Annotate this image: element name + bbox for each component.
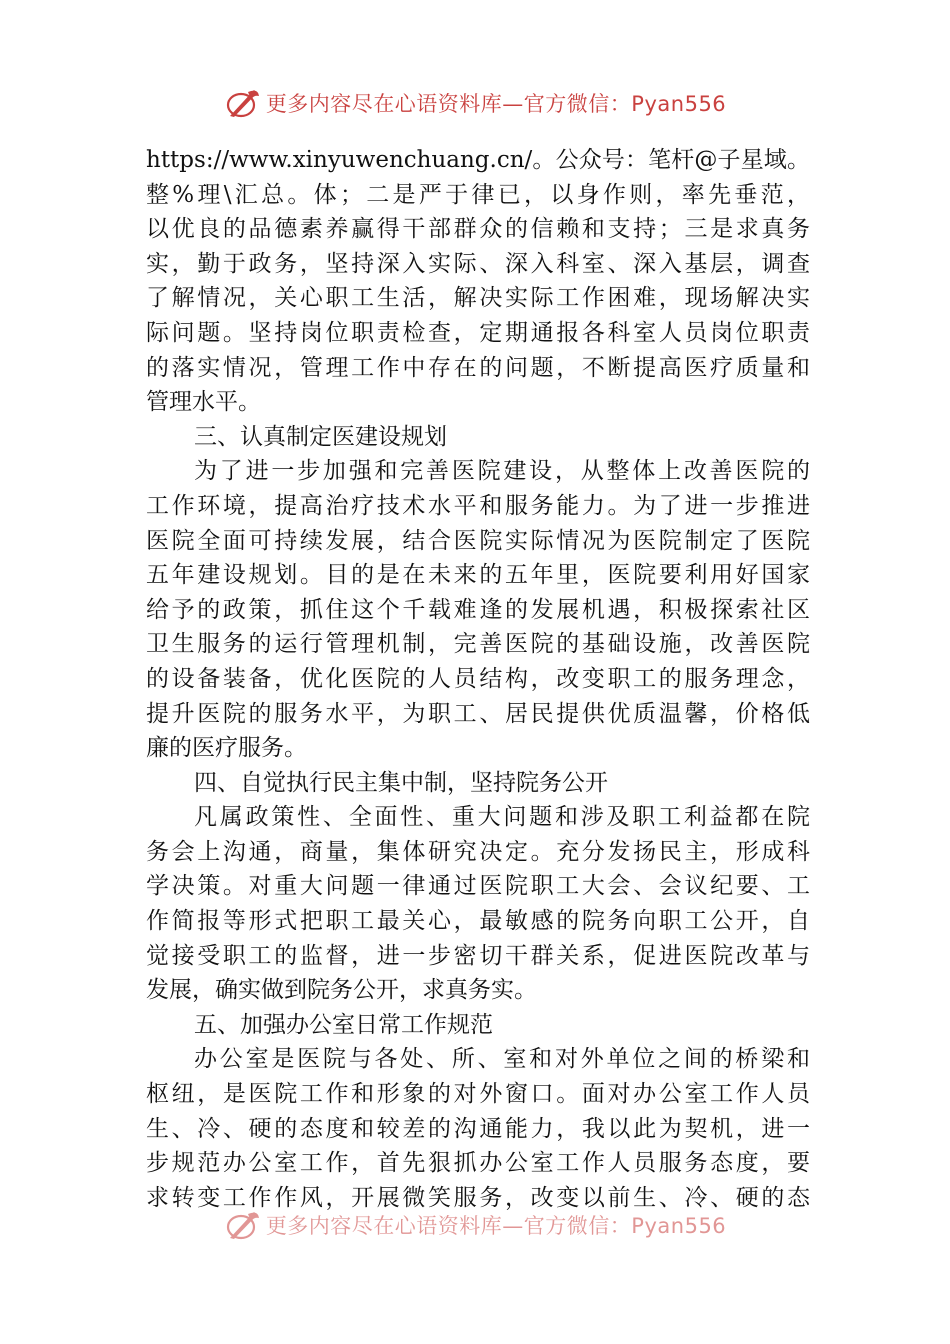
text-line: 求转变工作作风，开展微笑服务，改变以前生、冷、硬的态 bbox=[146, 1184, 810, 1211]
text-line: 觉接受职工的监督，进一步密切干群关系，促进医院改革与 bbox=[146, 942, 810, 969]
text-line: 以优良的品德素养赢得干部群众的信赖和支持；三是求真务 bbox=[146, 216, 810, 243]
text-line: 办公室是医院与各处、所、室和对外单位之间的桥梁和 bbox=[194, 1046, 810, 1073]
section-heading: 四、自觉执行民主集中制，坚持院务公开 bbox=[194, 769, 608, 796]
watermark-header bbox=[0, 86, 950, 120]
text-line: 枢纽，是医院工作和形象的对外窗口。面对办公室工作人员 bbox=[146, 1081, 810, 1108]
text-line: 五年建设规划。目的是在未来的五年里，医院要利用好国家 bbox=[146, 562, 810, 589]
text-line: 提升医院的服务水平，为职工、居民提供优质温馨，价格低 bbox=[146, 700, 810, 727]
text-line: 卫生服务的运行管理机制，完善医院的基础设施，改善医院 bbox=[146, 631, 810, 658]
text-line: 生、冷、硬的态度和较差的沟通能力，我以此为契机，进一 bbox=[146, 1115, 810, 1142]
section-heading: 三、认真制定医建设规划 bbox=[194, 423, 447, 450]
text-line: 工作环境，提高治疗技术水平和服务能力。为了进一步推进 bbox=[146, 492, 810, 519]
text-line: 凡属政策性、全面性、重大问题和涉及职工利益都在院 bbox=[194, 804, 810, 831]
text-line: 的落实情况，管理工作中存在的问题，不断提高医疗质量和 bbox=[146, 354, 810, 381]
text-line: 的设备装备，优化医院的人员结构，改变职工的服务理念， bbox=[146, 665, 810, 692]
section-heading: 五、加强办公室日常工作规范 bbox=[194, 1011, 493, 1038]
text-line: 管理水平。 bbox=[146, 389, 261, 416]
watermark-footer bbox=[0, 1208, 950, 1242]
text-line: https://www.xinyuwenchuang.cn/。公众号：笔杆@子星域。 bbox=[146, 147, 810, 173]
quill-logo-icon bbox=[224, 1208, 262, 1242]
text-line: 实，勤于政务，坚持深入实际、深入科室、深入基层，调查 bbox=[146, 250, 810, 277]
text-line: 整%理\汇总。体；二是严于律已，以身作则，率先垂范， bbox=[146, 181, 810, 208]
text-line: 了解情况，关心职工生活，解决实际工作困难，现场解决实 bbox=[146, 285, 810, 312]
text-line: 务会上沟通，商量，集体研究决定。充分发扬民主，形成科 bbox=[146, 838, 810, 865]
watermark-text: 更多内容尽在心语资料库—官方微信：Pyan556 bbox=[265, 1214, 727, 1238]
text-line: 为了进一步加强和完善医院建设，从整体上改善医院的 bbox=[194, 458, 810, 485]
text-line: 廉的医疗服务。 bbox=[146, 735, 307, 762]
document-body bbox=[146, 143, 810, 1215]
text-line: 际问题。坚持岗位职责检查，定期通报各科室人员岗位职责 bbox=[146, 319, 810, 346]
quill-logo-icon bbox=[224, 86, 262, 120]
text-line: 医院全面可持续发展，结合医院实际情况为医院制定了医院 bbox=[146, 527, 810, 554]
text-line: 步规范办公室工作，首先狠抓办公室工作人员服务态度，要 bbox=[146, 1150, 810, 1177]
text-line: 给予的政策，抓住这个千载难逢的发展机遇，积极探索社区 bbox=[146, 596, 810, 623]
watermark-text: 更多内容尽在心语资料库—官方微信：Pyan556 bbox=[265, 92, 727, 116]
text-line: 作简报等形式把职工最关心，最敏感的院务向职工公开，自 bbox=[146, 908, 810, 935]
text-line: 发展，确实做到院务公开，求真务实。 bbox=[146, 977, 537, 1004]
text-line: 学决策。对重大问题一律通过医院职工大会、会议纪要、工 bbox=[146, 873, 810, 900]
